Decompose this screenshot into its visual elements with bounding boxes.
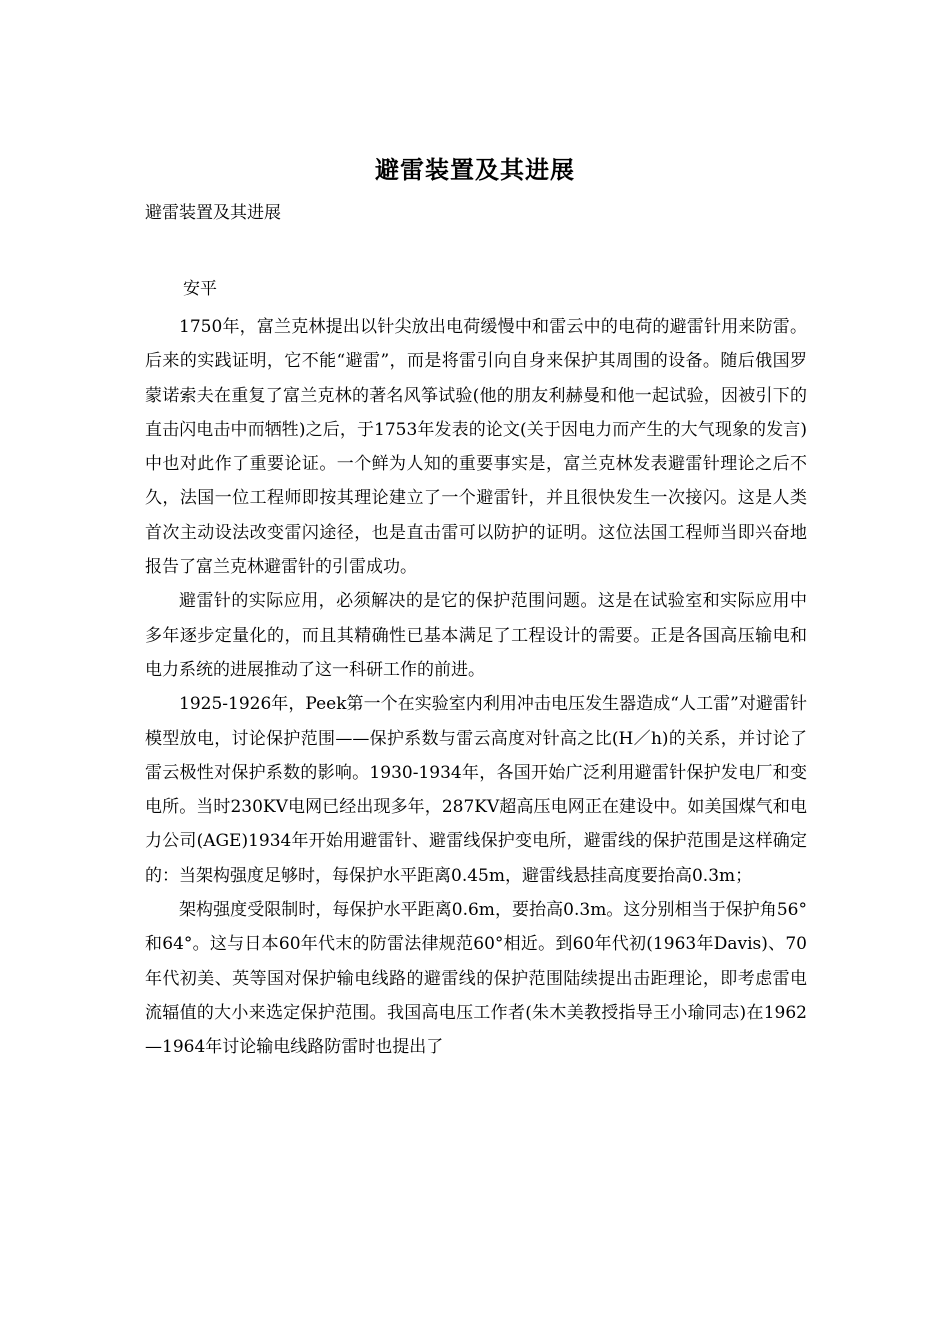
body-text bbox=[145, 310, 807, 1065]
author-name: 安平 bbox=[183, 279, 217, 299]
page-title: 避雷装置及其进展 bbox=[375, 155, 575, 184]
paragraph-4: 架构强度受限制时，每保护水平距离0.6m，要抬高0.3m。这分别相当于保护角56°和64°。这与日本60年代末的防雷法律规范60°相近。到60年代初(1963年Davis)、70年代初美、英等国对保护输电线路的避雷线的保护范围陆续提出击距理论，即考虑雷电流辐值的大小来选定保护范围。我国高电压工作者(朱木美教授指导王小瑜同志)在1962—1964年讨论输电线路防雷时也提出了 bbox=[145, 900, 807, 1058]
paragraph-3: 1925-1926年，Peek第一个在实验室内利用冲击电压发生器造成“人工雷”对避雷针模型放电，讨论保护范围——保护系数与雷云高度对针高之比(H／h)的关系，并讨论了雷云极性对保护系数的影响。1930-1934年，各国开始广泛利用避雷针保护发电厂和变电所。当时230KV电网已经出现多年，287KV超高压电网正在建设中。如美国煤气和电力公司(AGE)1934年开始用避雷针、避雷线保护变电所，避雷线的保护范围是这样确定的：当架构强度足够时，每保护水平距离0.45m，避雷线悬挂高度要抬高0.3m； bbox=[145, 694, 807, 886]
document-subtitle: 避雷装置及其进展 bbox=[145, 203, 281, 223]
paragraph-1: 1750年，富兰克林提出以针尖放出电荷缓慢中和雷云中的电荷的避雷针用来防雷。后来的实践证明，它不能“避雷”，而是将雷引向自身来保护其周围的设备。随后俄国罗蒙诺索夫在重复了富兰克林的著名风筝试验(他的朋友利赫曼和他一起试验，因被引下的直击闪电击中而牺牲)之后，于1753年发表的论文(关于因电力而产生的大气现象的发言)中也对此作了重要论证。一个鲜为人知的重要事实是，富兰克林发表避雷针理论之后不久，法国一位工程师即按其理论建立了一个避雷针，并且很快发生一次接闪。这是人类首次主动设法改变雷闪途径，也是直击雷可以防护的证明。这位法国工程师当即兴奋地报告了富兰克林避雷针的引雷成功。 bbox=[145, 317, 807, 578]
paragraph-2: 避雷针的实际应用，必须解决的是它的保护范围问题。这是在试验室和实际应用中多年逐步定量化的，而且其精确性已基本满足了工程设计的需要。正是各国高压输电和电力系统的进展推动了这一科研工作的前进。 bbox=[145, 591, 807, 680]
